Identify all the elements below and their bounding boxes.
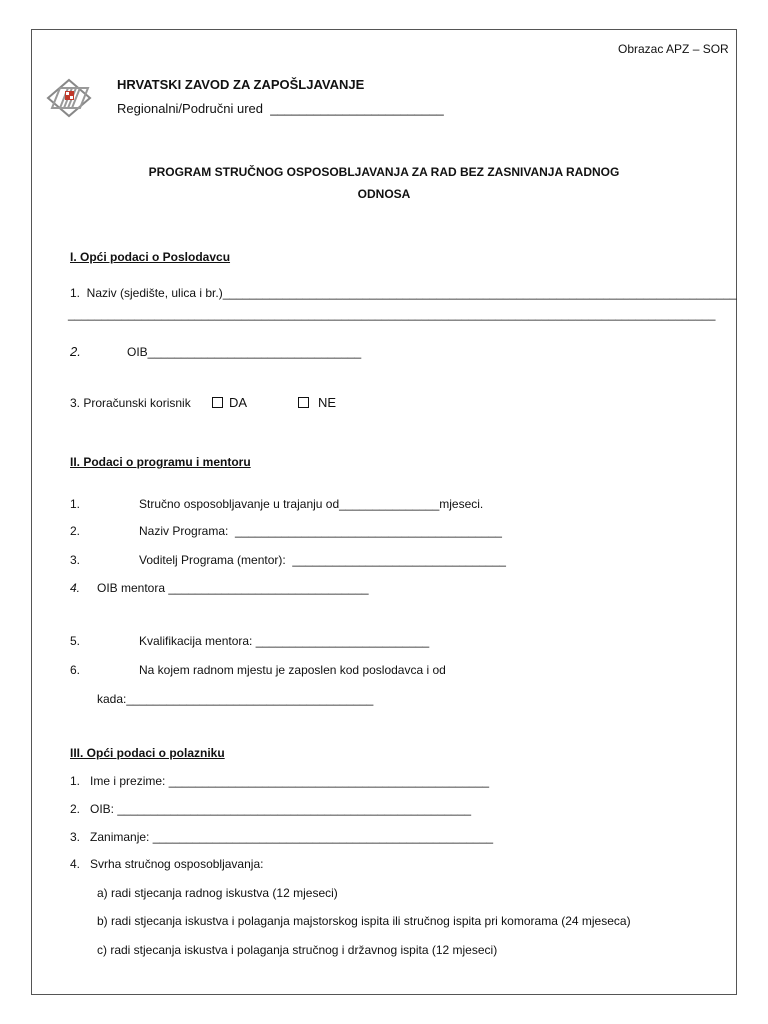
s2-item1-number: 1. [70,497,81,511]
purpose-option-c: c) radi stjecanja iskustva i polaganja stručnog i državnog ispita (12 mjeseci) [97,943,498,957]
office-field: Regionalni/Područni ured ________________________ [117,101,444,116]
form-title-line1: PROGRAM STRUČNOG OSPOSOBLJAVANJA ZA RAD BEZ ZASNIVANJA RADNOG [148,165,620,179]
checkbox-da[interactable] [212,395,247,410]
hzz-logo-icon [46,78,92,118]
trainee-name-field: 1. Ime i prezime: ________________________________________________ [70,774,490,788]
checkbox-ne-label: NE [318,395,337,410]
trainee-oib-field: 2. OIB: _____________________________________________________ [70,802,472,816]
s2-item5-number: 5. [70,634,81,648]
form-title-line2: ODNOSA [357,187,411,201]
mentor-since-field: kada:_____________________________________ [97,692,374,706]
checkbox-da-label: DA [229,395,248,410]
section2-heading: II. Podaci o programu i mentoru [70,455,251,469]
training-duration-field: Stručno osposobljavanje u trajanju od_______________mjeseci. [139,497,484,511]
purpose-option-a: a) radi stjecanja radnog iskustva (12 mjeseci) [97,886,338,900]
employer-oib-field: OIB________________________________ [127,345,362,359]
purpose-option-b: b) radi stjecanja iskustva i polaganja majstorskog ispita ili stručnog ispita pri komorama (24 mjeseca) [97,914,631,928]
checkbox-da-box[interactable] [212,397,223,408]
s2-item3-number: 3. [70,553,81,567]
org-name: HRVATSKI ZAVOD ZA ZAPOŠLJAVANJE [117,77,365,92]
mentor-field: Voditelj Programa (mentor): ________________________________ [139,553,506,567]
section1-heading: I. Opći podaci o Poslodavcu [70,250,231,264]
form-code: Obrazac APZ – SOR [618,42,729,56]
mentor-qualification-field: Kvalifikacija mentora: __________________________ [139,634,430,648]
checkbox-ne-box[interactable] [298,397,309,408]
training-purpose-label: 4. Svrha stručnog osposobljavanja: [70,857,264,871]
mentor-position-field: Na kojem radnom mjestu je zaposlen kod poslodavca i od [139,663,446,677]
s2-item2-number: 2. [70,524,81,538]
s2-item4-number: 4. [70,581,81,595]
section3-heading: III. Opći podaci o polazniku [70,746,225,760]
budget-user-label: 3. Proračunski korisnik [70,396,191,410]
mentor-oib-field: OIB mentora ______________________________ [97,581,369,595]
checkbox-ne[interactable] [298,395,336,410]
employer-name-field: 1. Naziv (sjedište, ulica i br.)_____________________________________________________________________________ [70,286,737,300]
program-name-field: Naziv Programa: ________________________________________ [139,524,502,538]
s2-item6-number: 6. [70,663,81,677]
oib-number: 2. [70,344,81,359]
trainee-occupation-field: 3. Zanimanje: ___________________________________________________ [70,830,494,844]
employer-name-field-line2: _________________________________________________________________________________________________ [68,307,716,321]
